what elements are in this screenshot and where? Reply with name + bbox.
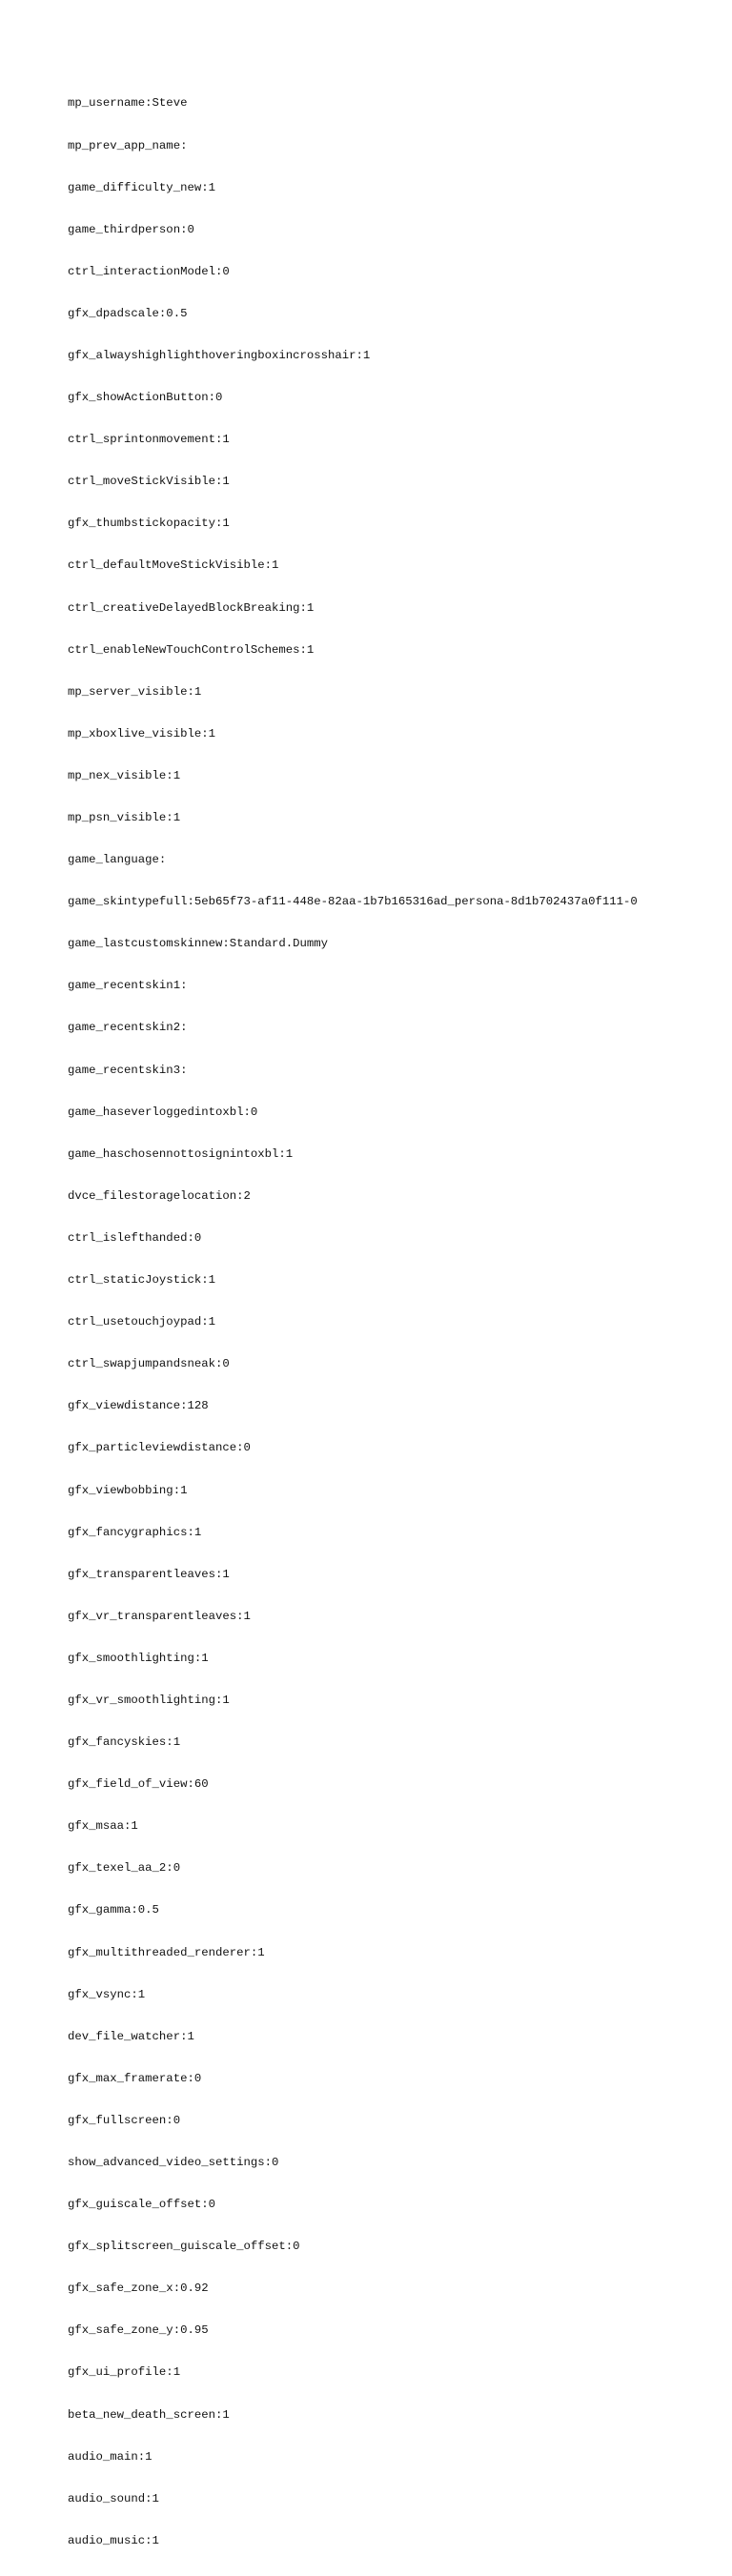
text-line: gfx_fancyskies:1 (68, 1735, 181, 1750)
text-line: game_lastcustomskinnew:Standard.Dummy (68, 937, 329, 951)
text-line: gfx_viewbobbing:1 (68, 1483, 188, 1497)
text-line: gfx_splitscreen_guiscale_offset:0 (68, 2240, 300, 2254)
text-line: game_language: (68, 853, 167, 867)
text-line: audio_music:1 (68, 2533, 159, 2547)
text-line: gfx_ui_profile:1 (68, 2365, 181, 2380)
text-line: gfx_fullscreen:0 (68, 2113, 181, 2127)
text-line: beta_new_death_screen:1 (68, 2407, 230, 2422)
text-line: game_recentskin2: (68, 1021, 188, 1035)
text-line: mp_nex_visible:1 (68, 768, 181, 782)
text-line: game_difficulty_new:1 (68, 180, 215, 194)
text-line: gfx_dpadscale:0.5 (68, 306, 188, 320)
text-line: gfx_gamma:0.5 (68, 1903, 159, 1917)
text-line: ctrl_interactionModel:0 (68, 264, 230, 278)
text-line: gfx_viewdistance:128 (68, 1399, 209, 1413)
text-line: game_recentskin3: (68, 1063, 188, 1077)
text-line: gfx_alwayshighlighthoveringboxincrosshair:1 (68, 348, 371, 362)
text-line: ctrl_moveStickVisible:1 (68, 475, 230, 489)
text-line: gfx_field_of_view:60 (68, 1777, 209, 1792)
text-line: show_advanced_video_settings:0 (68, 2156, 279, 2169)
text-line: gfx_vr_transparentleaves:1 (68, 1609, 251, 1623)
text-line: audio_main:1 (68, 2449, 152, 2464)
text-line: gfx_texel_aa_2:0 (68, 1861, 181, 1876)
text-line: gfx_thumbstickopacity:1 (68, 517, 230, 531)
text-line: dev_file_watcher:1 (68, 2029, 194, 2043)
text-line: gfx_multithreaded_renderer:1 (68, 1945, 265, 1959)
text-line: gfx_guiscale_offset:0 (68, 2198, 215, 2212)
text-line: game_haseverloggedintoxbl:0 (68, 1105, 258, 1119)
text-line: gfx_msaa:1 (68, 1819, 138, 1834)
text-line: ctrl_swapjumpandsneak:0 (68, 1357, 230, 1371)
text-line: mp_server_visible:1 (68, 684, 202, 699)
text-line: gfx_max_framerate:0 (68, 2071, 202, 2085)
document-text-body (68, 69, 638, 2576)
text-line: ctrl_enableNewTouchControlSchemes:1 (68, 642, 315, 657)
text-line: game_thirdperson:0 (68, 222, 194, 236)
text-line: gfx_vsync:1 (68, 1987, 146, 2001)
text-line: gfx_particleviewdistance:0 (68, 1441, 251, 1455)
text-line: game_haschosennottosignintoxbl:1 (68, 1146, 294, 1161)
text-line: ctrl_defaultMoveStickVisible:1 (68, 558, 279, 573)
text-line: ctrl_staticJoystick:1 (68, 1273, 215, 1288)
text-line: mp_prev_app_name: (68, 138, 188, 152)
text-line: ctrl_creativeDelayedBlockBreaking:1 (68, 600, 315, 615)
text-line: gfx_vr_smoothlighting:1 (68, 1693, 230, 1707)
text-line: gfx_showActionButton:0 (68, 391, 223, 405)
text-line: game_skintypefull:5eb65f73-af11-448e-82aa-1b7b165316ad_persona-8d1b702437a0f111-0 (68, 895, 638, 909)
text-line: gfx_transparentleaves:1 (68, 1567, 230, 1581)
text-line: gfx_fancygraphics:1 (68, 1525, 202, 1539)
text-line: mp_xboxlive_visible:1 (68, 726, 215, 740)
text-line: audio_sound:1 (68, 2491, 159, 2505)
text-line: mp_psn_visible:1 (68, 811, 181, 824)
text-line: gfx_safe_zone_x:0.92 (68, 2282, 209, 2296)
text-line: mp_username:Steve (68, 96, 188, 111)
text-line: ctrl_islefthanded:0 (68, 1230, 202, 1245)
text-line: ctrl_sprintonmovement:1 (68, 433, 230, 447)
text-line: gfx_safe_zone_y:0.95 (68, 2323, 209, 2338)
text-line: gfx_smoothlighting:1 (68, 1651, 209, 1665)
text-line: game_recentskin1: (68, 979, 188, 993)
text-line: dvce_filestoragelocation:2 (68, 1188, 251, 1203)
text-line: ctrl_usetouchjoypad:1 (68, 1315, 215, 1329)
